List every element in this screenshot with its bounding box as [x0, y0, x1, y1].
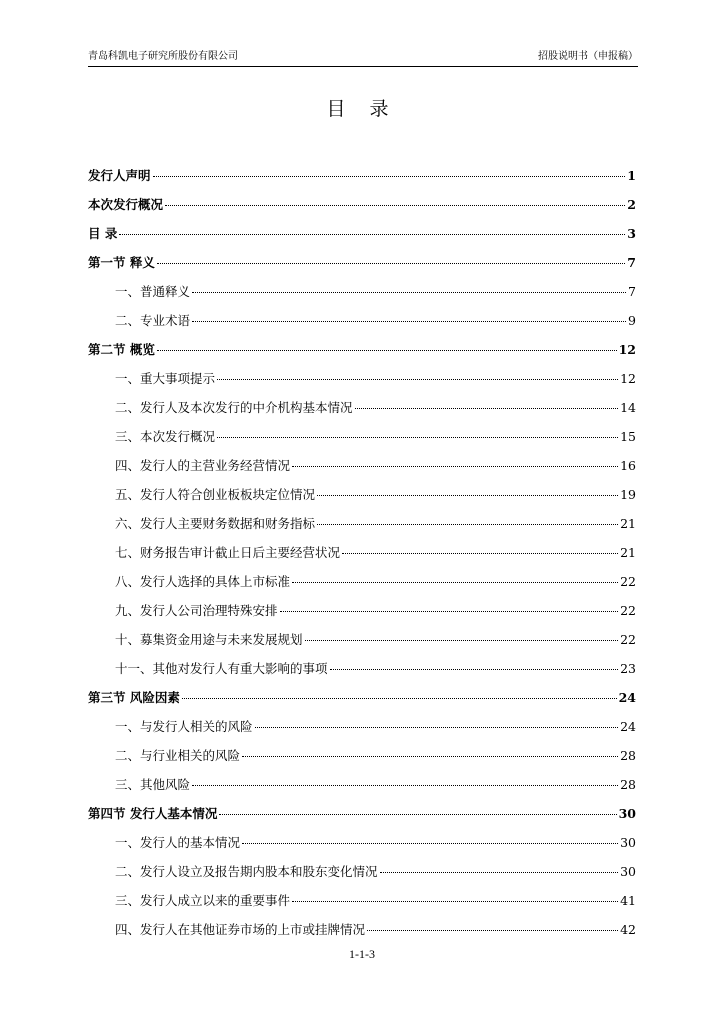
toc-entry-page-number: 15: [620, 429, 636, 444]
dot-leader: [342, 553, 618, 554]
toc-entry-label: 二、专业术语: [115, 313, 191, 328]
toc-entry-label: 第一节 释义: [88, 255, 155, 270]
toc-entry-label: 第三节 风险因素: [88, 690, 180, 705]
toc-subsection-link[interactable]: [88, 833, 636, 862]
toc-section-link[interactable]: [88, 166, 636, 195]
toc-subsection-link[interactable]: [88, 601, 636, 630]
dot-leader: [192, 292, 626, 293]
toc-entry-page-number: 22: [620, 603, 636, 618]
header-company-name: 青岛科凯电子研究所股份有限公司: [88, 51, 238, 62]
toc-entry-label: 一、重大事项提示: [115, 371, 216, 386]
toc-entry-label: 六、发行人主要财务数据和财务指标: [115, 516, 316, 531]
toc-subsection-link[interactable]: [88, 311, 636, 340]
dot-leader: [355, 408, 619, 409]
dot-leader: [157, 263, 625, 264]
toc-subsection-link[interactable]: [88, 369, 636, 398]
toc-section-link[interactable]: [88, 340, 636, 369]
toc-entry-label: 发行人声明: [88, 168, 151, 183]
toc-section-link[interactable]: [88, 253, 636, 282]
toc-entry-label: 三、其他风险: [115, 777, 191, 792]
dot-leader: [292, 582, 618, 583]
toc-section-link[interactable]: [88, 224, 636, 253]
toc-entry-page-number: 23: [620, 661, 636, 676]
toc-subsection-link[interactable]: [88, 485, 636, 514]
toc-subsection-link[interactable]: [88, 717, 636, 746]
toc-entry-page-number: 12: [618, 342, 636, 357]
dot-leader: [219, 814, 616, 815]
toc-entry-page-number: 16: [620, 458, 636, 473]
toc-entry-page-number: 30: [618, 806, 636, 821]
toc-subsection-link[interactable]: [88, 659, 636, 688]
toc-entry-label: 一、普通释义: [115, 284, 191, 299]
toc-subsection-link[interactable]: [88, 775, 636, 804]
toc-entry-page-number: 28: [620, 748, 636, 763]
toc-subsection-link[interactable]: [88, 514, 636, 543]
toc-entry-page-number: 9: [628, 313, 636, 328]
toc-subsection-link[interactable]: [88, 398, 636, 427]
dot-leader: [182, 698, 617, 699]
toc-entry-page-number: 24: [618, 690, 636, 705]
dot-leader: [192, 321, 626, 322]
toc-entry-page-number: 7: [627, 255, 636, 270]
toc-entry-page-number: 22: [620, 574, 636, 589]
toc-subsection-link[interactable]: [88, 282, 636, 311]
toc-entry-label: 十、募集资金用途与未来发展规划: [115, 632, 303, 647]
toc-subsection-link[interactable]: [88, 572, 636, 601]
toc-entry-label: 四、发行人的主营业务经营情况: [115, 458, 291, 473]
toc-entry-page-number: 7: [628, 284, 636, 299]
toc-entry-page-number: 42: [620, 922, 636, 937]
toc-section-link[interactable]: [88, 195, 636, 224]
toc-entry-page-number: 19: [620, 487, 636, 502]
dot-leader: [242, 843, 618, 844]
toc-entry-label: 三、发行人成立以来的重要事件: [115, 893, 291, 908]
dot-leader: [292, 466, 618, 467]
toc-entry-page-number: 14: [620, 400, 636, 415]
dot-leader: [380, 872, 619, 873]
toc-entry-label: 七、财务报告审计截止日后主要经营状况: [115, 545, 341, 560]
toc-section-link[interactable]: [88, 804, 636, 833]
toc-entry-label: 第四节 发行人基本情况: [88, 806, 218, 821]
toc-entry-page-number: 21: [620, 545, 636, 560]
dot-leader: [165, 205, 625, 206]
page-title: 目 录: [326, 98, 398, 120]
toc-subsection-link[interactable]: [88, 630, 636, 659]
dot-leader: [367, 930, 618, 931]
table-of-contents: [88, 166, 636, 949]
toc-entry-label: 十一、其他对发行人有重大影响的事项: [115, 661, 328, 676]
toc-subsection-link[interactable]: [88, 862, 636, 891]
toc-entry-page-number: 30: [620, 864, 636, 879]
page-header: [88, 50, 638, 67]
toc-entry-label: 四、发行人在其他证券市场的上市或挂牌情况: [115, 922, 366, 937]
toc-entry-label: 二、发行人设立及报告期内股本和股东变化情况: [115, 864, 378, 879]
dot-leader: [153, 176, 626, 177]
toc-subsection-link[interactable]: [88, 543, 636, 572]
dot-leader: [217, 437, 618, 438]
dot-leader: [217, 379, 618, 380]
toc-subsection-link[interactable]: [88, 427, 636, 456]
toc-entry-page-number: 41: [620, 893, 636, 908]
dot-leader: [305, 640, 619, 641]
toc-entry-label: 一、与发行人相关的风险: [115, 719, 253, 734]
dot-leader: [242, 756, 618, 757]
dot-leader: [192, 785, 618, 786]
dot-leader: [317, 495, 618, 496]
toc-entry-label: 一、发行人的基本情况: [115, 835, 241, 850]
toc-entry-label: 九、发行人公司治理特殊安排: [115, 603, 278, 618]
toc-subsection-link[interactable]: [88, 920, 636, 949]
toc-entry-page-number: 2: [627, 197, 636, 212]
toc-entry-page-number: 1: [627, 168, 636, 183]
toc-entry-label: 本次发行概况: [88, 197, 164, 212]
toc-section-link[interactable]: [88, 688, 636, 717]
toc-entry-page-number: 12: [620, 371, 636, 386]
toc-entry-label: 五、发行人符合创业板板块定位情况: [115, 487, 316, 502]
toc-entry-page-number: 30: [620, 835, 636, 850]
page-number: 1-1-3: [349, 947, 375, 961]
dot-leader: [280, 611, 619, 612]
dot-leader: [330, 669, 619, 670]
toc-entry-label: 二、发行人及本次发行的中介机构基本情况: [115, 400, 353, 415]
dot-leader: [157, 350, 617, 351]
toc-subsection-link[interactable]: [88, 891, 636, 920]
dot-leader: [292, 901, 618, 902]
dot-leader: [317, 524, 618, 525]
toc-entry-page-number: 3: [627, 226, 636, 241]
toc-entry-page-number: 21: [620, 516, 636, 531]
dot-leader: [255, 727, 619, 728]
toc-entry-label: 第二节 概览: [88, 342, 155, 357]
toc-entry-label: 八、发行人选择的具体上市标准: [115, 574, 291, 589]
toc-subsection-link[interactable]: [88, 456, 636, 485]
toc-entry-label: 三、本次发行概况: [115, 429, 216, 444]
toc-subsection-link[interactable]: [88, 746, 636, 775]
toc-entry-label: 二、与行业相关的风险: [115, 748, 241, 763]
toc-entry-label: 目 录: [88, 226, 118, 241]
toc-entry-page-number: 24: [620, 719, 636, 734]
dot-leader: [119, 234, 625, 235]
toc-entry-page-number: 28: [620, 777, 636, 792]
header-document-title: 招股说明书（申报稿）: [538, 51, 638, 62]
toc-entry-page-number: 22: [620, 632, 636, 647]
